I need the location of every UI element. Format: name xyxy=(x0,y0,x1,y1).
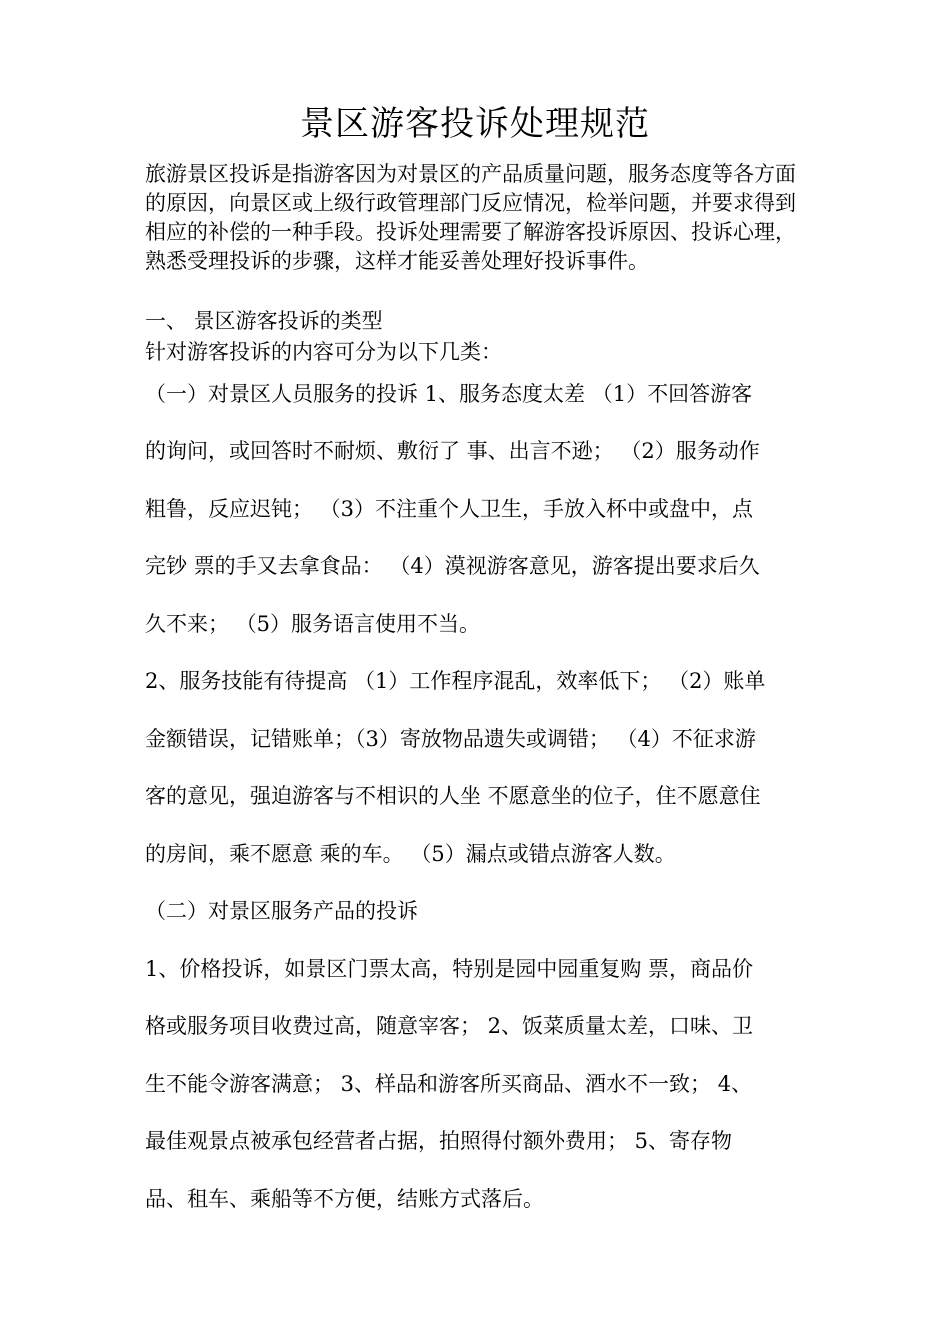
body-line: 久不来； （5）服务语言使用不当。 xyxy=(145,612,481,636)
section-lead: 针对游客投诉的内容可分为以下几类： xyxy=(145,340,502,364)
body-line: 粗鲁，反应迟钝； （3）不注重个人卫生，手放入杯中或盘中，点 xyxy=(145,497,754,521)
document-title: 景区游客投诉处理规范 xyxy=(300,104,650,144)
body-line: 的询问，或回答时不耐烦、敷衍了 事、出言不逊； （2）服务动作 xyxy=(145,439,760,463)
body-line: 金额错误，记错账单；（3）寄放物品遗失或调错； （4）不征求游 xyxy=(145,727,756,751)
body-line: 最佳观景点被承包经营者占据，拍照得付额外费用； 5、寄存物 xyxy=(145,1129,733,1153)
body-line: 格或服务项目收费过高，随意宰客； 2、饭菜质量太差，口味、卫 xyxy=(145,1014,754,1038)
body-line: 完钞 票的手又去拿食品： （4）漠视游客意见，游客提出要求后久 xyxy=(145,554,760,578)
intro-paragraph: 旅游景区投诉是指游客因为对景区的产品质量问题，服务态度等各方面的原因，向景区或上级行政管理部门反应情况，检举问题，并要求得到相应的补偿的一种手段。投诉处理需要了解游客投诉原因、投诉心理，熟悉受理投诉的步骤，这样才能妥善处理好投诉事件。 xyxy=(145,162,796,273)
subsection-heading: （二）对景区服务产品的投诉 xyxy=(145,899,418,923)
body-line: 1、价格投诉，如景区门票太高，特别是园中园重复购 票，商品价 xyxy=(145,957,754,981)
body-line: 生不能令游客满意； 3、样品和游客所买商品、酒水不一致； 4、 xyxy=(145,1072,753,1096)
body-line: 客的意见，强迫游客与不相识的人坐 不愿意坐的位子，住不愿意住 xyxy=(145,784,761,808)
body-line: 的房间，乘不愿意 乘的车。 （5）漏点或错点游客人数。 xyxy=(145,842,676,866)
body-line: 2、服务技能有待提高 （1）工作程序混乱，效率低下； （2）账单 xyxy=(145,669,766,693)
body-line: （一）对景区人员服务的投诉 1、服务态度太差 （1）不回答游客 xyxy=(145,382,753,406)
body-line: 品、租车、乘船等不方便，结账方式落后。 xyxy=(145,1187,544,1211)
section-heading: 一、 景区游客投诉的类型 xyxy=(145,309,383,333)
